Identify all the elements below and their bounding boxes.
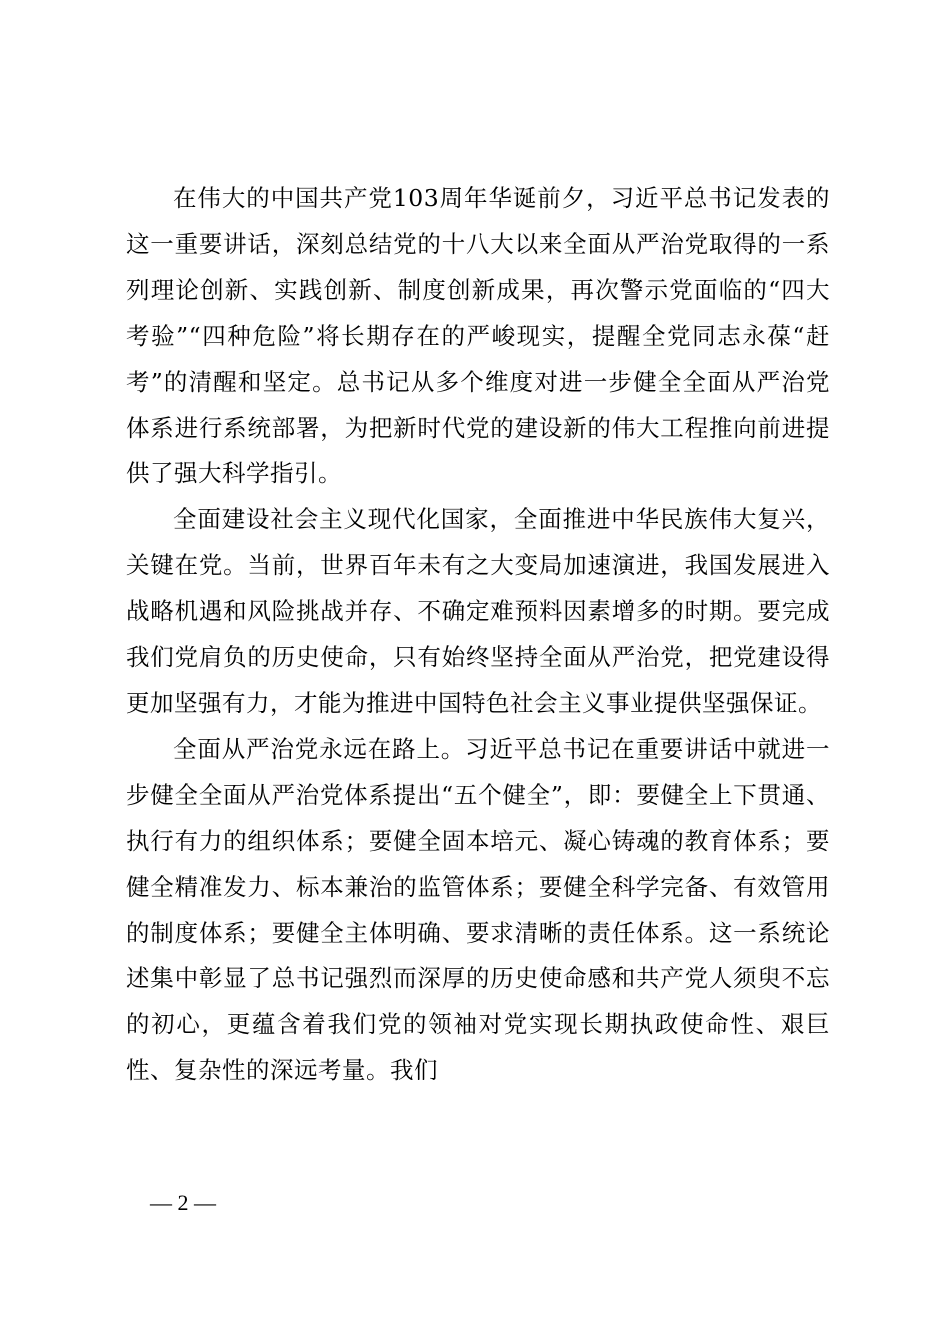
paragraph-2: 全面建设社会主义现代化国家，全面推进中华民族伟大复兴，关键在党。当前，世界百年未有之大变局加速演进，我国发展进入战略机遇和风险挑战并存、不确定难预料因素增多的时期。要完成我们党肩负的历史使命，只有始终坚持全面从严治党，把党建设得更加坚强有力，才能为推进中国特色社会主义事业提供坚强保证。 [126,505,830,717]
paragraph-3: 全面从严治党永远在路上。习近平总书记在重要讲话中就进一步健全全面从严治党体系提出“五个健全”，即：要健全上下贯通、执行有力的组织体系；要健全固本培元、凝心铸魂的教育体系；要健全精准发力、标本兼治的监管体系；要健全科学完备、有效管用的制度体系；要健全主体明确、要求清晰的责任体系。这一系统论述集中彰显了总书记强烈而深厚的历史使命感和共产党人须臾不忘的初心，更蕴含着我们党的领袖对党实现长期执政使命性、艰巨性、复杂性的深远考量。我们 [126,734,830,1085]
page-number: — 2 — [150,1190,216,1215]
document-body [126,176,830,1094]
paragraph-1: 在伟大的中国共产党103周年华诞前夕，习近平总书记发表的这一重要讲话，深刻总结党的十八大以来全面从严治党取得的一系列理论创新、实践创新、制度创新成果，再次警示党面临的“四大考验”“四种危险”将长期存在的严峻现实，提醒全党同志永葆“赶考”的清醒和坚定。总书记从多个维度对进一步健全全面从严治党体系进行系统部署，为把新时代党的建设新的伟大工程推向前进提供了强大科学指引。 [126,184,830,488]
